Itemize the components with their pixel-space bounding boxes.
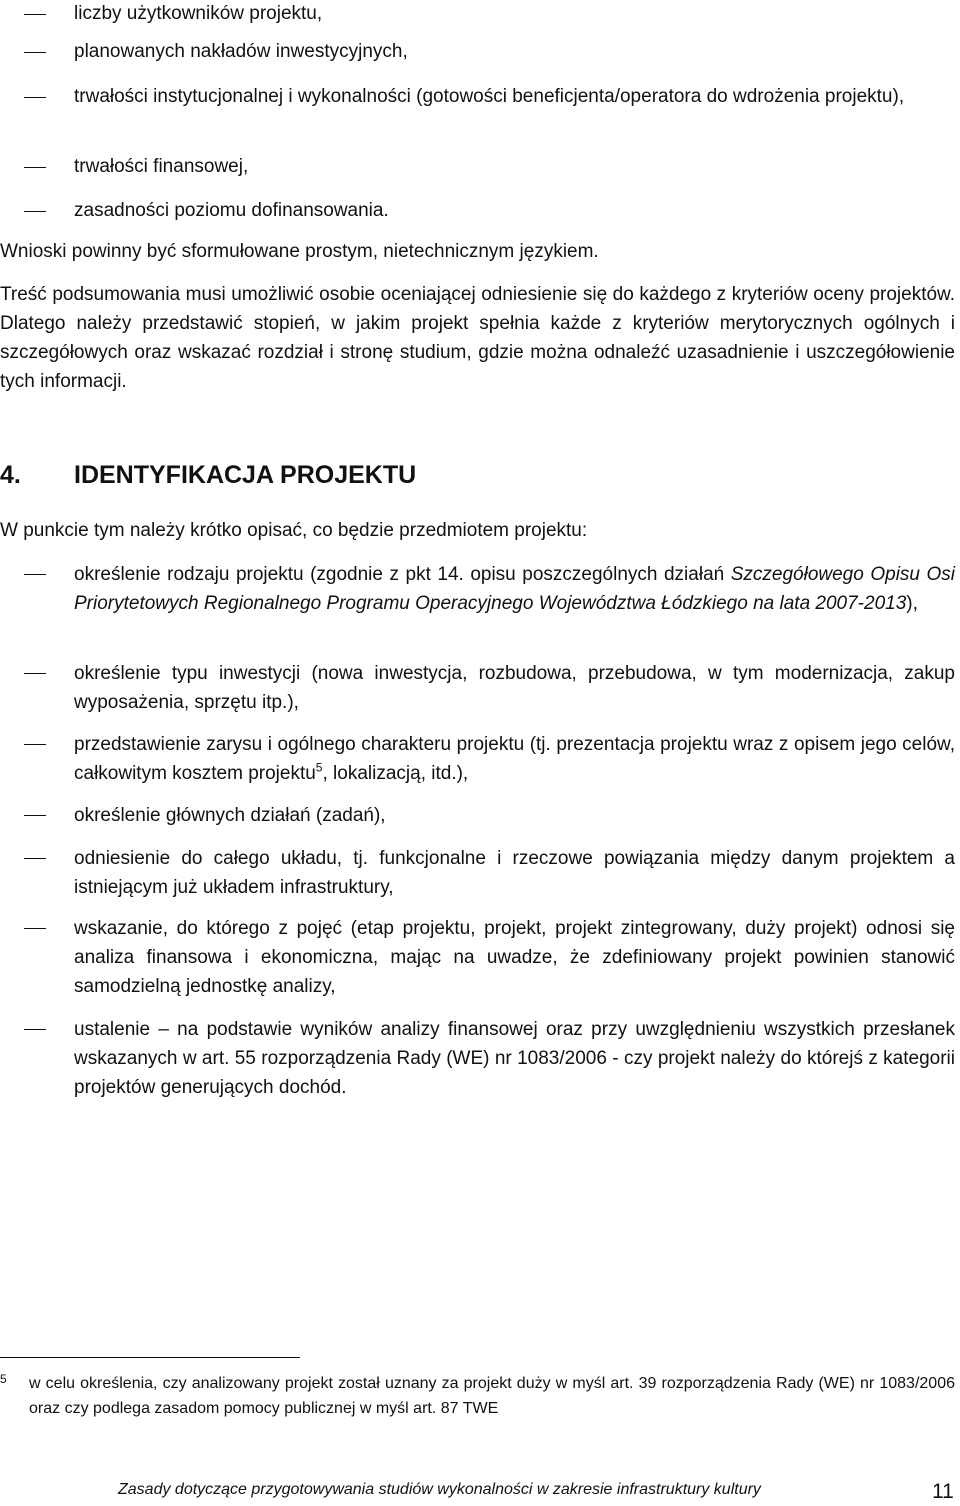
list-item-text: ustalenie – na podstawie wyników analizy finansowej oraz przy uwzględnieniu wszystkich przesłanek wskazanych w art. 55 rozporządzenia Rady (WE) nr 1083/2006 - czy projekt należy do którejś z kategorii projektów generujących dochód. [74, 1019, 955, 1098]
list-item-text: przedstawienie zarysu i ogólnego charakteru projektu (tj. prezentacja projektu wraz z opisem jego celów, całkowitym kosztem projektu$^5$, lokalizacją, itd.), [74, 734, 955, 784]
program-title: Szczegółowego Opisu Osi Priorytetowych Regionalnego Programu Operacyjnego Województwa Łódzkiego na lata 2007-2013 [74, 564, 956, 614]
dash-bullet [24, 858, 46, 859]
dash-bullet [24, 673, 46, 674]
list-item-text: odniesienie do całego układu, tj. funkcjonalne i rzeczowe powiązania między danym projektem a istniejącym już układem infrastruktury, [74, 848, 955, 898]
list-item-text: zasadności poziomu dofinansowania. [74, 200, 389, 221]
footnote-ref[interactable]: 5 [315, 760, 323, 775]
dash-bullet [24, 14, 46, 15]
list-item-text: określenie rodzaju projektu (zgodnie z pkt 14. opisu poszczególnych działań Szczegółowego Opisu Osi Priorytetowych Regionalnego Programu Operacyjnego Województwa Łódzkiego na lata 2007-2013), [74, 564, 956, 614]
page-footer: Zasady dotyczące przygotowywania studiów wykonalności w zakresie infrastruktury kultury [118, 1481, 761, 1498]
dash-bullet [24, 167, 46, 168]
dash-bullet [24, 574, 46, 575]
dash-bullet [24, 744, 46, 745]
list-item-text: określenie głównych działań (zadań), [74, 805, 386, 826]
list-item-text: trwałości finansowej, [74, 156, 249, 177]
dash-bullet [24, 928, 46, 929]
paragraph-style-note: Wnioski powinny być sformułowane prostym, nietechnicznym językiem. [0, 241, 599, 262]
dash-bullet [24, 211, 46, 212]
page-number: 11 [932, 1480, 954, 1503]
footnote [0, 1371, 955, 1421]
dash-bullet [24, 97, 46, 98]
footnote-separator [0, 1357, 300, 1358]
dash-bullet [24, 1029, 46, 1030]
section-intro: W punkcie tym należy krótko opisać, co będzie przedmiotem projektu: [0, 520, 588, 541]
footnote-text: w celu określenia, czy analizowany projekt został uznany za projekt duży w myśl art. 39 rozporządzenia Rady (WE) nr 1083/2006 oraz czy podlega zasadom pomocy publicznej w myśl art. 87 TWE [29, 1375, 955, 1417]
section-number: 4. [0, 461, 21, 489]
list-item-text: liczby użytkowników projektu, [74, 3, 323, 24]
list-item-text: trwałości instytucjonalnej i wykonalności (gotowości beneficjenta/operatora do wdrożenia projektu), [74, 86, 905, 107]
list-item-text: określenie typu inwestycji (nowa inwestycja, rozbudowa, przebudowa, w tym modernizacja, zakup wyposażenia, sprzętu itp.), [74, 663, 955, 713]
dash-bullet [24, 815, 46, 816]
list-item-text: wskazanie, do którego z pojęć (etap projektu, projekt, projekt zintegrowany, duży projekt) odnosi się analiza finansowa i ekonomiczna, mając na uwadze, że zdefiniowany projekt powinien stanowić samodzielną jednostkę analizy, [74, 918, 955, 997]
section-title: IDENTYFIKACJA PROJEKTU [74, 461, 417, 489]
list-item-text: planowanych nakładów inwestycyjnych, [74, 41, 408, 62]
dash-bullet [24, 52, 46, 53]
paragraph-summary-content: Treść podsumowania musi umożliwić osobie oceniającej odniesienie się do każdego z kryteriów oceny projektów. Dlatego należy przedstawić stopień, w jakim projekt spełnia każde z kryteriów merytorycznych ogólnych i szczegółowych oraz wskazać rozdział i stronę studium, gdzie można odnaleźć uzasadnienie i uszczegółowienie tych informacji. [0, 284, 955, 392]
footnote-mark: 5 [0, 1372, 7, 1386]
